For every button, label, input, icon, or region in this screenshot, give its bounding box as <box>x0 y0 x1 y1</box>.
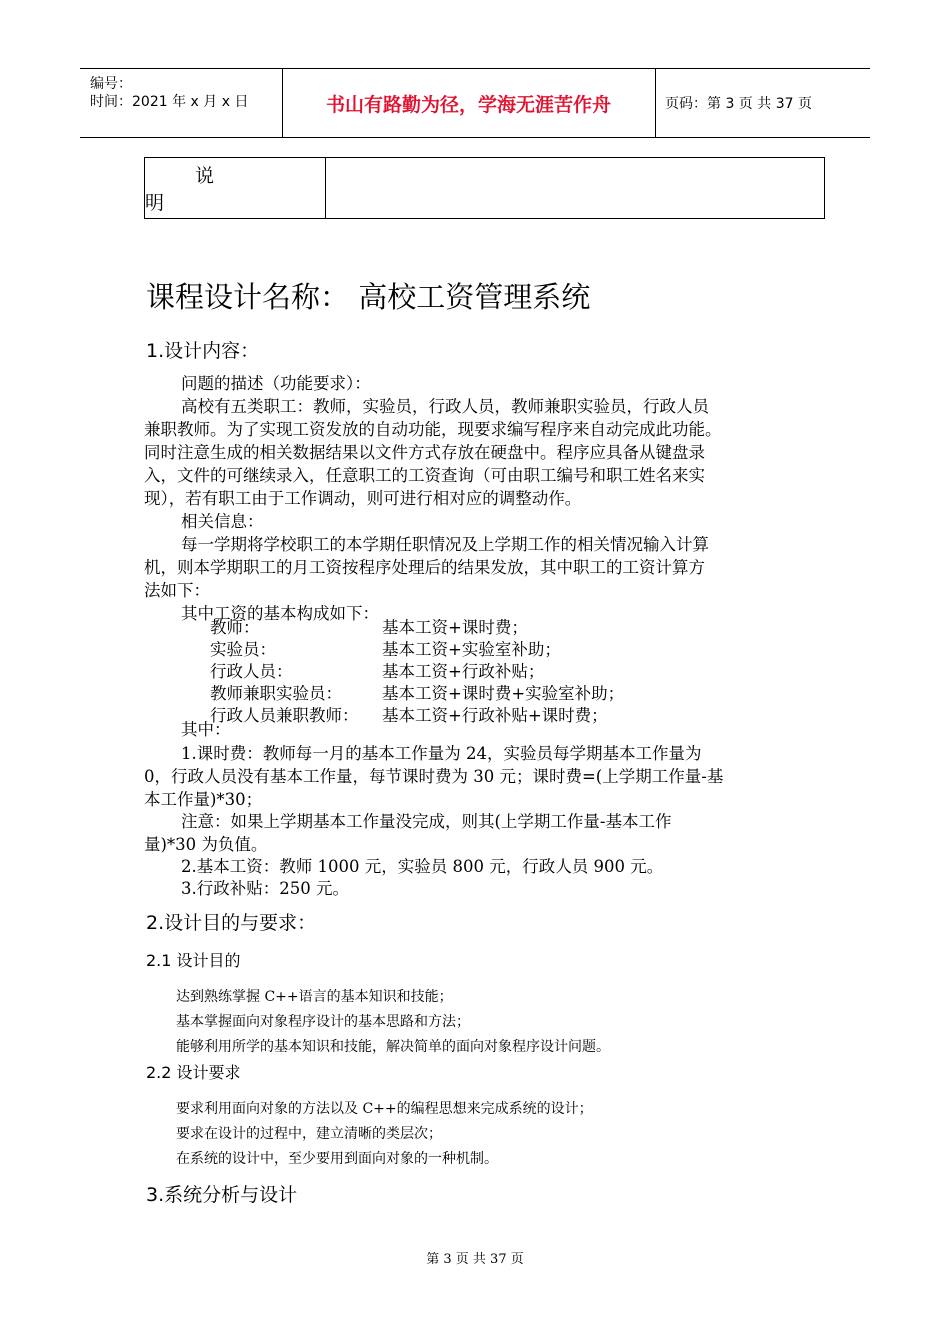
s1-line: 同时注意生成的相关数据结果以文件方式存放在硬盘中。程序应具备从键盘录 <box>144 443 705 462</box>
salary-role: 实验员： <box>210 640 276 659</box>
section-2-1-heading: 2.1 设计目的 <box>146 951 241 970</box>
s1-more-line: 其中： <box>181 720 231 739</box>
s1-more-line: 注意：如果上学期基本工作量没完成，则其(上学期工作量-基本工作 <box>181 812 672 831</box>
s1-line: 入，文件的可继续录入，任意职工的工资查询（可由职工编号和职工姓名来实 <box>144 466 705 485</box>
salary-row <box>210 614 528 638</box>
s21-item: 能够利用所学的基本知识和技能，解决简单的面向对象程序设计问题。 <box>176 1039 610 1055</box>
salary-role: 教师： <box>210 618 260 637</box>
s1-more-line: 2.基本工资：教师 1000 元，实验员 800 元，行政人员 900 元。 <box>181 857 664 876</box>
salary-formula: 基本工资+行政补贴； <box>382 662 545 681</box>
section-2-heading: 2.设计目的与要求： <box>146 912 317 934</box>
salary-row <box>210 658 544 682</box>
s1-more-line: 量)*30 为负值。 <box>144 835 268 854</box>
salary-formula: 基本工资+实验室补助； <box>382 640 561 659</box>
s1-line: 法如下： <box>144 581 210 600</box>
header-meta <box>80 69 283 137</box>
header-motto: 书山有路勤为径，学海无涯苦作舟 <box>282 69 656 137</box>
s22-item: 要求在设计的过程中，建立清晰的类层次； <box>176 1126 442 1142</box>
salary-role: 行政人员兼职教师： <box>210 706 359 725</box>
s21-item: 达到熟练掌握 C++语言的基本知识和技能； <box>176 989 453 1005</box>
page-header <box>80 68 870 138</box>
salary-role: 行政人员： <box>210 662 293 681</box>
s1-line: 问题的描述（功能要求）： <box>181 374 371 393</box>
course-title: 课程设计名称： 高校工资管理系统 <box>146 280 591 314</box>
page-footer: 第 3 页 共 37 页 <box>426 1252 524 1267</box>
header-page-info: 页码：第 3 页 共 37 页 <box>665 96 812 112</box>
s1-line: 每一学期将学校职工的本学期任职情况及上学期工作的相关情况输入计算 <box>181 535 709 554</box>
s1-line: 其中工资的基本构成如下： <box>181 604 379 623</box>
s1-line: 高校有五类职工：教师，实验员，行政人员，教师兼职实验员，行政人员 <box>181 397 709 416</box>
s22-item: 在系统的设计中，至少要用到面向对象的一种机制。 <box>176 1151 498 1167</box>
salary-role: 教师兼职实验员： <box>210 684 342 703</box>
s1-line: 现），若有职工由于工作调动，则可进行相对应的调整动作。 <box>144 489 582 508</box>
s1-more-line: 本工作量)*30； <box>144 790 263 809</box>
s1-line: 相关信息： <box>181 512 264 531</box>
time-label: 时间：2021 年 x 月 x 日 <box>90 94 249 110</box>
s1-more-line: 3.行政补贴：250 元。 <box>181 879 349 898</box>
note-label: 说明 <box>145 158 326 218</box>
note-box <box>144 157 825 219</box>
s1-more-line: 1.课时费：教师每一月的基本工作量为 24，实验员每学期基本工作量为 <box>181 744 702 763</box>
s1-line: 机，则本学期职工的月工资按程序处理后的结果发放，其中职工的工资计算方 <box>144 558 705 577</box>
s1-more-line: 0，行政人员没有基本工作量，每节课时费为 30 元；课时费=(上学期工作量-基 <box>144 767 724 786</box>
salary-formula: 基本工资+课时费； <box>382 618 528 637</box>
section-3-heading: 3.系统分析与设计 <box>146 1184 298 1206</box>
section-1-heading: 1.设计内容： <box>146 340 260 362</box>
s22-item: 要求利用面向对象的方法以及 C++的编程思想来完成系统的设计； <box>176 1101 593 1117</box>
salary-row <box>210 702 608 726</box>
salary-formula: 基本工资+行政补贴+课时费； <box>382 706 608 725</box>
number-label: 编号： <box>90 76 132 92</box>
s21-item: 基本掌握面向对象程序设计的基本思路和方法； <box>176 1014 470 1030</box>
salary-row <box>210 636 561 660</box>
s1-line: 兼职教师。为了实现工资发放的自动功能，现要求编写程序来自动完成此功能。 <box>144 420 722 439</box>
salary-formula: 基本工资+课时费+实验室补助； <box>382 684 625 703</box>
section-2-2-heading: 2.2 设计要求 <box>146 1063 241 1082</box>
salary-row <box>210 680 624 704</box>
